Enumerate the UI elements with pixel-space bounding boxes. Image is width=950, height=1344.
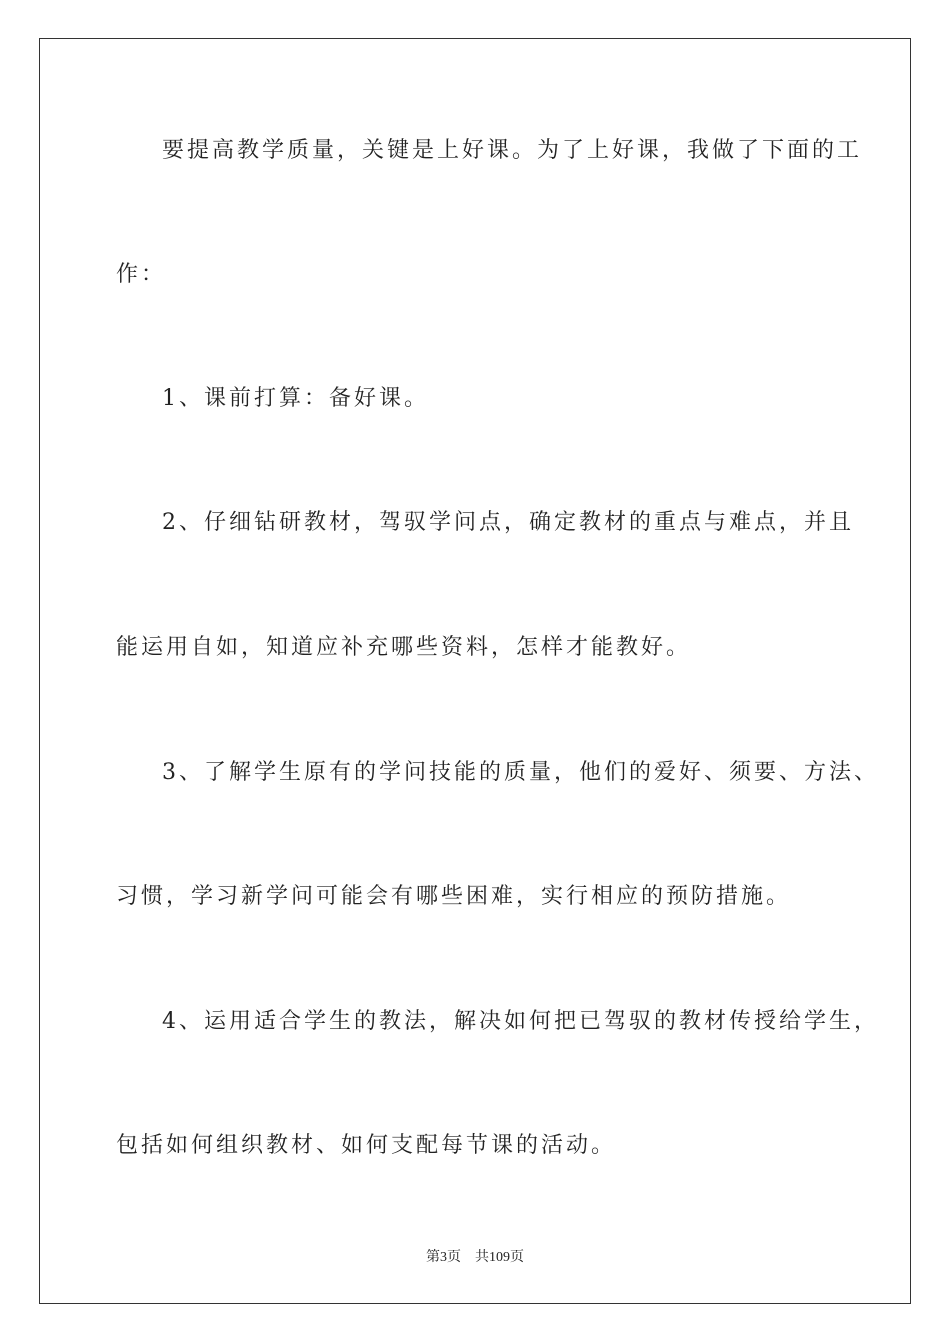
body-text-line: 包括如何组织教材、如何支配每节课的活动。 — [116, 1133, 617, 1158]
total-pages: 共109页 — [475, 1250, 524, 1265]
page-border — [39, 38, 911, 1304]
body-text-line: 2、仔细钻研教材，驾驭学问点，确定教材的重点与难点，并且 — [162, 510, 854, 535]
page-number: 第3页 — [426, 1250, 461, 1265]
body-text-line: 习惯，学习新学问可能会有哪些困难，实行相应的预防措施。 — [116, 884, 792, 909]
page-footer — [0, 1248, 950, 1268]
body-text-line: 3、了解学生原有的学问技能的质量，他们的爱好、须要、方法、 — [162, 760, 879, 785]
body-text-line: 作： — [116, 262, 167, 287]
body-text-line: 要提高教学质量，关键是上好课。为了上好课，我做了下面的工 — [162, 138, 863, 163]
body-text-line: 能运用自如，知道应补充哪些资料，怎样才能教好。 — [116, 635, 692, 660]
body-text-line: 1、课前打算：备好课。 — [162, 386, 429, 411]
body-text-line: 4、运用适合学生的教法，解决如何把已驾驭的教材传授给学生， — [162, 1009, 879, 1034]
